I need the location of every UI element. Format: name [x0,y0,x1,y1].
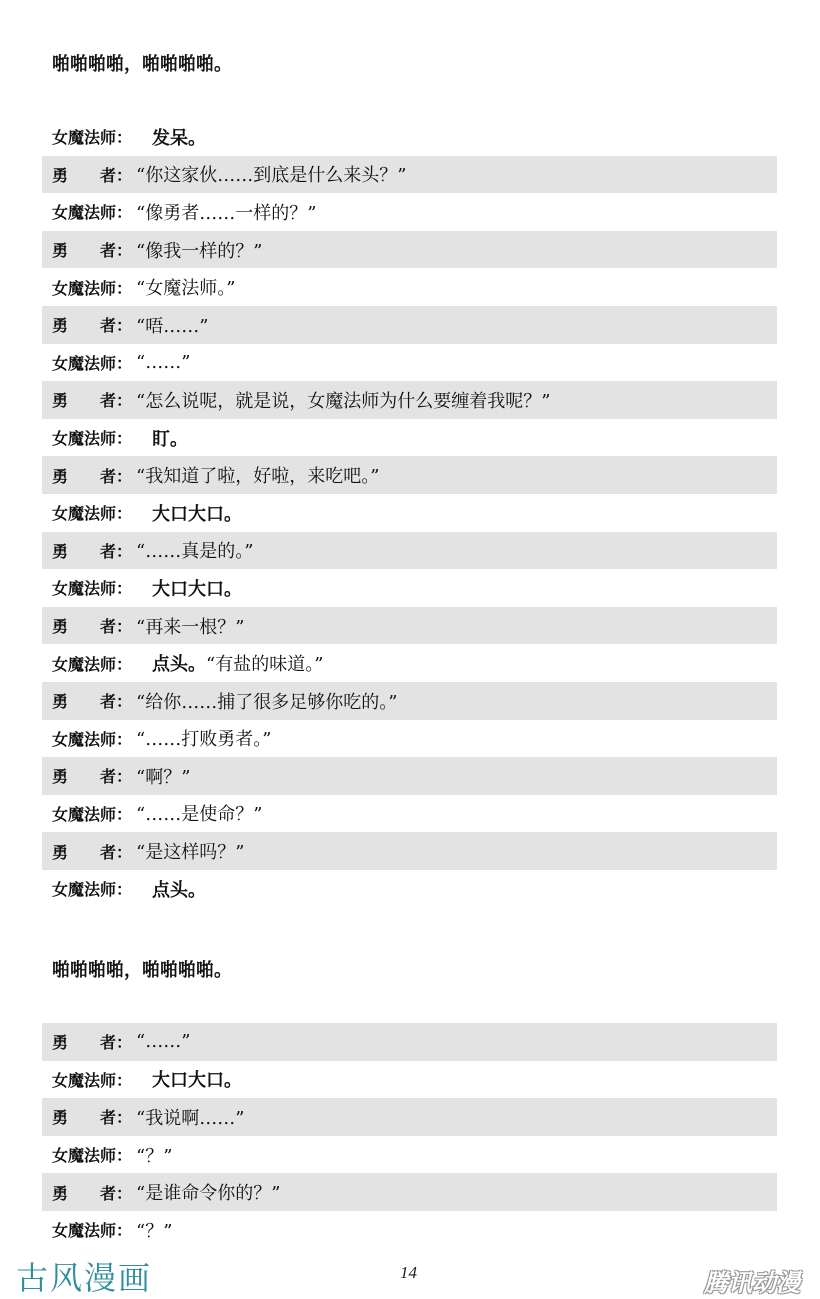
speaker-name: 女魔法师： [52,880,133,900]
speech-text: “啊？” [136,766,191,788]
speaker-name: 女魔法师： [52,1070,133,1090]
speaker-name: 勇 者： [52,541,133,561]
speech-text: “像勇者……一样的？” [136,202,317,224]
speech-text: “……是使命？” [136,804,263,826]
dialogue-row [42,344,777,382]
speech-text: “女魔法师。” [136,278,236,300]
speech-text: “？” [136,1220,173,1242]
action-text: 盯。 [152,428,188,450]
speaker-name: 勇 者： [52,241,133,261]
dialogue-row [42,1211,777,1249]
speaker-name: 勇 者： [52,692,133,712]
dialogue-row [42,1098,777,1136]
dialogue-row [42,1061,777,1099]
dialogue-block-1 [42,118,777,907]
speaker-name: 勇 者： [52,1033,133,1053]
speaker-name: 女魔法师： [52,429,133,449]
dialogue-row [42,306,777,344]
dialogue-row [42,569,777,607]
speaker-name: 勇 者： [52,767,133,787]
dialogue-row [42,757,777,795]
dialogue-row [42,644,777,682]
dialogue-row [42,1173,777,1211]
dialogue-row [42,456,777,494]
speech-text: “……真是的。” [136,541,254,563]
speaker-name: 女魔法师： [52,353,133,373]
speaker-name: 勇 者： [52,842,133,862]
publisher-logo: 古风漫画 [16,1259,153,1297]
speaker-name: 女魔法师： [52,1221,133,1241]
dialogue-row [42,118,777,156]
action-text: 大口大口。 [152,503,242,525]
speaker-name: 勇 者： [52,391,133,411]
action-text: 大口大口。 [152,1070,242,1092]
speaker-name: 女魔法师： [52,579,133,599]
speaker-name: 勇 者： [52,1183,133,1203]
action-text: 发呆。 [152,127,206,149]
dialogue-row [42,870,777,908]
speech-text: “像我一样的？” [136,240,263,262]
dialogue-row [42,419,777,457]
dialogue-row [42,381,777,419]
dialogue-row [42,1023,777,1061]
speaker-name: 勇 者： [52,1108,133,1128]
page-number: 14 [400,1263,417,1282]
speaker-name: 女魔法师： [52,1146,133,1166]
speech-text: “怎么说呢，就是说，女魔法师为什么要缠着我呢？” [136,390,551,412]
dialogue-row [42,1136,777,1174]
speech-text: “有盐的味道。” [206,654,324,676]
speech-text: “我知道了啦，好啦，来吃吧。” [136,466,380,488]
dialogue-row [42,231,777,269]
sound-effect-line: 啪啪啪啪，啪啪啪啪。 [52,960,232,981]
speech-text: “是谁命令你的？” [136,1183,281,1205]
dialogue-row [42,156,777,194]
speech-text: “我说啊……” [136,1107,245,1129]
dialogue-row [42,268,777,306]
speaker-name: 勇 者： [52,617,133,637]
speaker-name: 女魔法师： [52,504,133,524]
speech-text: “……打败勇者。” [136,729,272,751]
sound-effect-line: 啪啪啪啪，啪啪啪啪。 [52,54,232,75]
speech-text: “给你……捕了很多足够你吃的。” [136,691,398,713]
dialogue-row [42,795,777,833]
dialogue-row [42,720,777,758]
dialogue-row [42,193,777,231]
speech-text: “再来一根？” [136,616,245,638]
speaker-name: 女魔法师： [52,804,133,824]
speaker-name: 女魔法师： [52,729,133,749]
speaker-name: 女魔法师： [52,654,133,674]
dialogue-row [42,607,777,645]
speech-text: “你这家伙……到底是什么来头？” [136,165,407,187]
speech-text: “是这样吗？” [136,842,245,864]
dialogue-row [42,682,777,720]
speaker-name: 勇 者： [52,165,133,185]
dialogue-row [42,494,777,532]
speaker-name: 女魔法师： [52,128,133,148]
dialogue-block-2 [42,1023,777,1249]
action-text: 点头。 [152,654,206,676]
dialogue-row [42,832,777,870]
speech-text: “？” [136,1145,173,1167]
action-text: 点头。 [152,879,206,901]
speech-text: “……” [136,351,191,373]
speaker-name: 勇 者： [52,316,133,336]
dialogue-row [42,532,777,570]
watermark: 腾讯动漫 [704,1269,800,1297]
speaker-name: 勇 者： [52,466,133,486]
speaker-name: 女魔法师： [52,203,133,223]
speech-text: “唔……” [136,315,209,337]
speech-text: “……” [136,1031,191,1053]
action-text: 大口大口。 [152,578,242,600]
speaker-name: 女魔法师： [52,278,133,298]
